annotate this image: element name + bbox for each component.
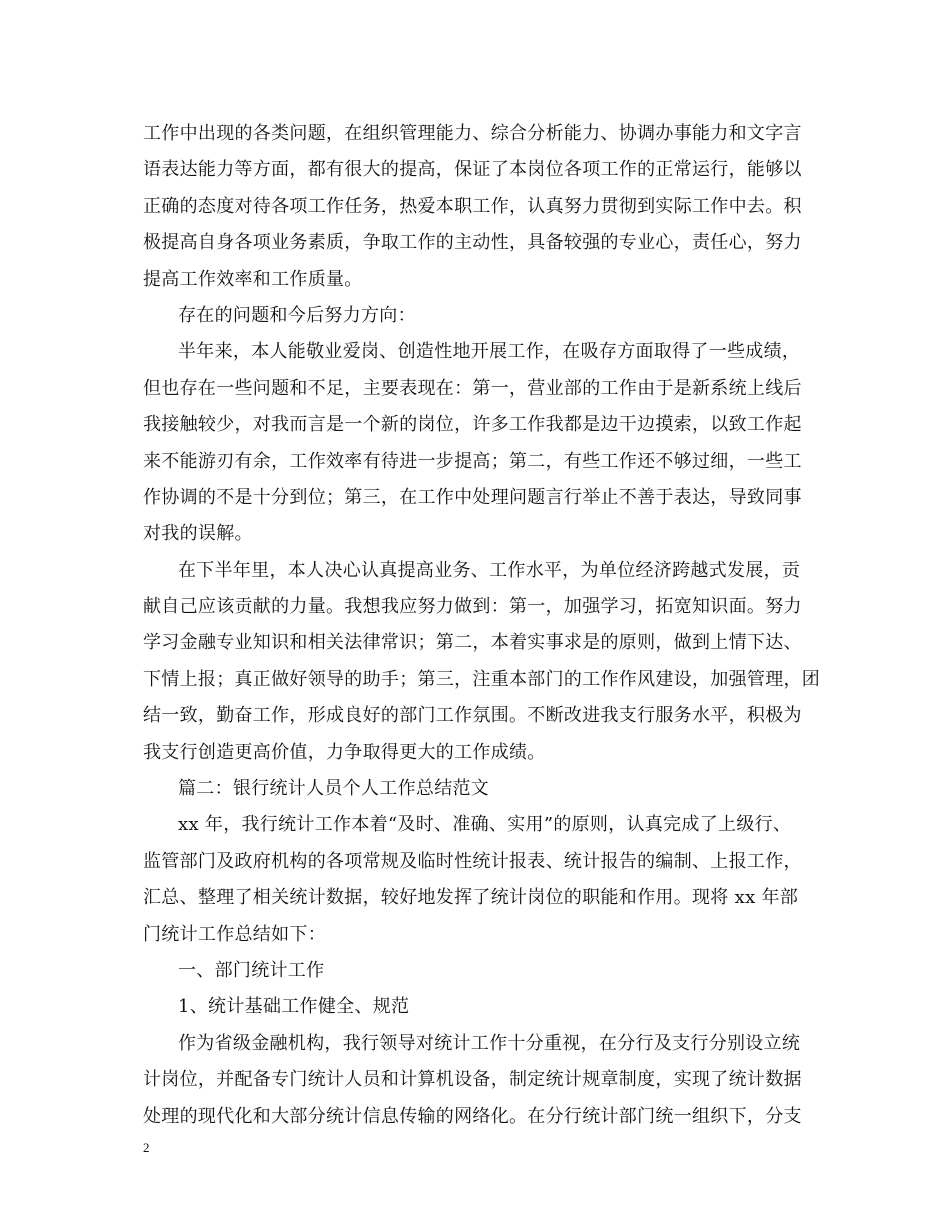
page-number: 2 (143, 1140, 150, 1155)
text-line: 结一致，勤奋工作，形成良好的部门工作氛围。不断改进我支行服务水平，积极为 (143, 705, 802, 727)
text-line: 门统计工作总结如下： (143, 923, 326, 945)
text-line: 但也存在一些问题和不足，主要表现在：第一，营业部的工作由于是新系统上线后 (143, 377, 802, 399)
text-line: 一、部门统计工作 (178, 959, 325, 981)
text-line: 学习金融专业知识和相关法律常识；第二，本着实事求是的原则，做到上情下达、 (143, 632, 802, 654)
text-line: 篇二：银行统计人员个人工作总结范文 (178, 778, 490, 800)
text-line: 监管部门及政府机构的各项常规及临时性统计报表、统计报告的编制、上报工作， (143, 850, 802, 872)
text-line: 我支行创造更高价值，力争取得更大的工作成绩。 (143, 741, 546, 763)
document-body (143, 116, 821, 1135)
text-line: 献自己应该贡献的力量。我想我应努力做到：第一，加强学习，拓宽知识面。努力 (143, 596, 802, 618)
text-line: xx 年，我行统计工作本着“及时、准确、实用”的原则，认真完成了上级行、 (178, 814, 792, 836)
text-line: 正确的态度对待各项工作任务，热爱本职工作，认真努力贯彻到实际工作中去。积 (143, 195, 802, 217)
text-line: 在下半年里，本人决心认真提高业务、工作水平，为单位经济跨越式发展，贡 (178, 559, 801, 581)
text-line: 提高工作效率和工作质量。 (143, 268, 363, 290)
text-line: 对我的误解。 (143, 523, 253, 545)
text-line: 下情上报；真正做好领导的助手；第三，注重本部门的工作作风建设，加强管理，团 (143, 668, 821, 690)
text-line: 作为省级金融机构，我行领导对统计工作十分重视，在分行及支行分别设立统 (178, 1032, 801, 1054)
text-line: 存在的问题和今后努力方向： (178, 304, 416, 326)
text-line: 半年来，本人能敬业爱岗、创造性地开展工作，在吸存方面取得了一些成绩， (178, 341, 801, 363)
text-line: 处理的现代化和大部分统计信息传输的网络化。在分行统计部门统一组织下，分支 (143, 1105, 802, 1127)
text-line: 汇总、整理了相关统计数据，较好地发挥了统计岗位的职能和作用。现将 xx 年部 (143, 887, 799, 909)
text-line: 作协调的不是十分到位；第三，在工作中处理问题言行举止不善于表达，导致同事 (143, 486, 802, 508)
text-line: 工作中出现的各类问题，在组织管理能力、综合分析能力、协调办事能力和文字言 (143, 123, 802, 144)
text-line: 极提高自身各项业务素质，争取工作的主动性，具备较强的专业心，责任心，努力 (143, 232, 802, 254)
text-line: 我接触较少，对我而言是一个新的岗位，许多工作我都是边干边摸索，以致工作起 (143, 414, 802, 436)
text-line: 来不能游刃有余，工作效率有待进一步提高；第二，有些工作还不够过细，一些工 (143, 450, 802, 472)
text-line: 计岗位，并配备专门统计人员和计算机设备，制定统计规章制度，实现了统计数据 (143, 1069, 802, 1091)
text-line: 语表达能力等方面，都有很大的提高，保证了本岗位各项工作的正常运行，能够以 (143, 159, 802, 181)
text-line: 1、统计基础工作健全、规范 (178, 996, 410, 1018)
